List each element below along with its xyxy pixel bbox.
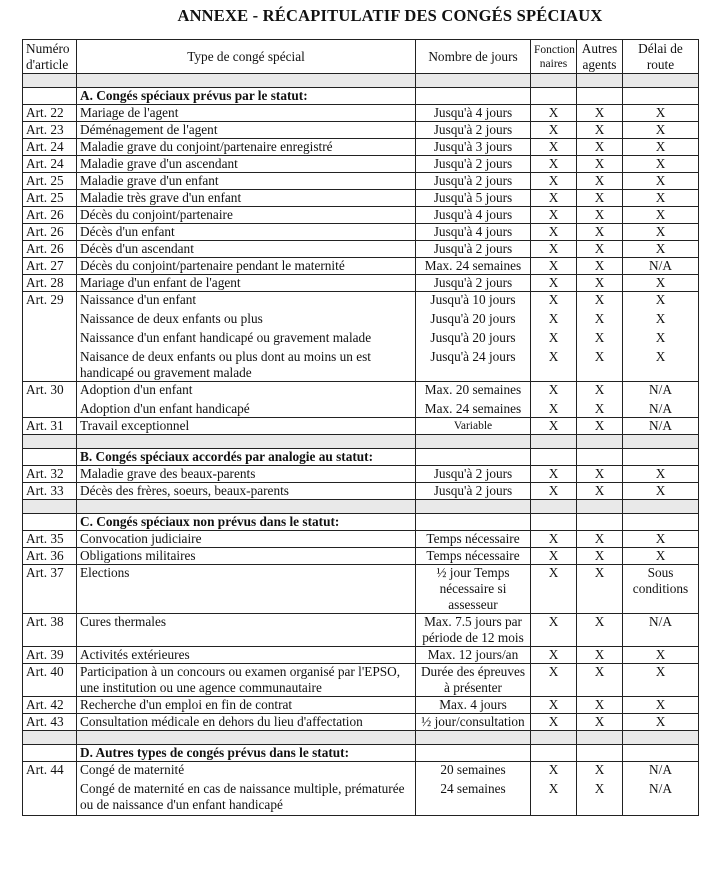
fonctionnaires-mark: X — [531, 483, 577, 500]
fonctionnaires-mark: X — [531, 122, 577, 139]
spacer-cell — [531, 74, 577, 88]
page-title: ANNEXE - RÉCAPITULATIF DES CONGÉS SPÉCIAUX — [177, 6, 603, 25]
agents-mark: X — [577, 173, 623, 190]
delai-mark: X — [623, 548, 699, 565]
section-spacer — [23, 500, 699, 514]
agents-mark: X — [577, 466, 623, 483]
article-cell: Art. 26 — [23, 207, 77, 224]
fonctionnaires-mark: X — [531, 207, 577, 224]
delai-mark: N/A — [623, 258, 699, 275]
agents-mark: X — [577, 156, 623, 173]
type-cell: Consultation médicale en dehors du lieu d'affectation — [77, 714, 416, 731]
table-row — [23, 531, 699, 548]
fonctionnaires-mark: X — [531, 697, 577, 714]
article-cell: Art. 25 — [23, 173, 77, 190]
jours-cell: Max. 7.5 jours par période de 12 mois — [416, 614, 531, 647]
agents-mark: X — [577, 614, 623, 647]
delai-mark: N/A — [623, 418, 699, 435]
fonctionnaires-mark: X — [531, 531, 577, 548]
article-cell: Art. 26 — [23, 241, 77, 258]
spacer-cell — [416, 731, 531, 745]
section-cell — [531, 88, 577, 105]
spacer-cell — [577, 74, 623, 88]
fonctionnaires-mark: X — [531, 327, 577, 346]
jours-cell: Jusqu'à 2 jours — [416, 122, 531, 139]
type-cell: Adoption d'un enfant — [77, 382, 416, 399]
type-cell: Mariage de l'agent — [77, 105, 416, 122]
type-cell: Déménagement de l'agent — [77, 122, 416, 139]
spacer-cell — [23, 731, 77, 745]
article-cell: Art. 28 — [23, 275, 77, 292]
type-cell: Décès du conjoint/partenaire pendant le maternité — [77, 258, 416, 275]
section-cell — [531, 745, 577, 762]
table-row — [23, 714, 699, 731]
spacer-cell — [23, 500, 77, 514]
spacer-cell — [531, 500, 577, 514]
section-cell — [416, 88, 531, 105]
spacer-cell — [416, 500, 531, 514]
article-cell — [23, 308, 77, 327]
type-cell: Travail exceptionnel — [77, 418, 416, 435]
spacer-cell — [77, 731, 416, 745]
conges-table — [22, 39, 699, 816]
spacer-cell — [77, 74, 416, 88]
table-row — [23, 139, 699, 156]
section-cell — [623, 745, 699, 762]
fonctionnaires-mark: X — [531, 190, 577, 207]
type-cell: Congé de maternité en cas de naissance multiple, prématurée ou de naissance d'un enfant handicapé — [77, 778, 416, 816]
table-row — [23, 156, 699, 173]
delai-mark: X — [623, 241, 699, 258]
article-cell: Art. 29 — [23, 292, 77, 309]
article-cell — [23, 778, 77, 816]
table-row — [23, 346, 699, 382]
jours-cell: Jusqu'à 2 jours — [416, 466, 531, 483]
jours-cell: Max. 24 semaines — [416, 258, 531, 275]
table-row — [23, 327, 699, 346]
type-cell: Adoption d'un enfant handicapé — [77, 398, 416, 418]
type-cell: Naissance d'un enfant — [77, 292, 416, 309]
spacer-cell — [77, 500, 416, 514]
fonctionnaires-mark: X — [531, 565, 577, 614]
delai-mark: X — [623, 647, 699, 664]
section-cell — [416, 449, 531, 466]
section-cell — [416, 745, 531, 762]
type-cell: Convocation judiciaire — [77, 531, 416, 548]
article-cell: Art. 26 — [23, 224, 77, 241]
jours-cell: 24 semaines — [416, 778, 531, 816]
spacer-cell — [623, 500, 699, 514]
delai-mark: X — [623, 292, 699, 309]
jours-cell: Jusqu'à 2 jours — [416, 275, 531, 292]
agents-mark: X — [577, 122, 623, 139]
jours-cell: Jusqu'à 2 jours — [416, 483, 531, 500]
section-header — [23, 449, 699, 466]
spacer-cell — [623, 731, 699, 745]
fonctionnaires-mark: X — [531, 173, 577, 190]
type-cell: Décès d'un enfant — [77, 224, 416, 241]
fonctionnaires-mark: X — [531, 778, 577, 816]
delai-mark: N/A — [623, 614, 699, 647]
type-cell: Elections — [77, 565, 416, 614]
agents-mark: X — [577, 346, 623, 382]
fonctionnaires-mark: X — [531, 258, 577, 275]
section-cell — [577, 745, 623, 762]
section-cell — [623, 514, 699, 531]
type-cell: Congé de maternité — [77, 762, 416, 779]
type-cell: Cures thermales — [77, 614, 416, 647]
jours-cell: Max. 12 jours/an — [416, 647, 531, 664]
agents-mark: X — [577, 258, 623, 275]
type-cell: Participation à un concours ou examen organisé par l'EPSO, une institution ou une agence communautaire — [77, 664, 416, 697]
table-row — [23, 241, 699, 258]
delai-mark: X — [623, 207, 699, 224]
table-row — [23, 483, 699, 500]
fonctionnaires-mark: X — [531, 382, 577, 399]
article-cell: Art. 42 — [23, 697, 77, 714]
section-header — [23, 88, 699, 105]
table-row — [23, 466, 699, 483]
table-row — [23, 664, 699, 697]
table-row — [23, 647, 699, 664]
fonctionnaires-mark: X — [531, 466, 577, 483]
article-cell: Art. 33 — [23, 483, 77, 500]
jours-cell: ½ jour/consultation — [416, 714, 531, 731]
type-cell: Naissance de deux enfants ou plus — [77, 308, 416, 327]
delai-mark: X — [623, 483, 699, 500]
article-cell: Art. 30 — [23, 382, 77, 399]
table-row — [23, 762, 699, 779]
article-cell: Art. 36 — [23, 548, 77, 565]
spacer-cell — [416, 435, 531, 449]
article-cell — [23, 398, 77, 418]
jours-cell: Jusqu'à 3 jours — [416, 139, 531, 156]
table-row — [23, 122, 699, 139]
article-cell: Art. 23 — [23, 122, 77, 139]
section-title: B. Congés spéciaux accordés par analogie au statut: — [77, 449, 416, 466]
table-row — [23, 418, 699, 435]
type-cell: Maladie grave du conjoint/partenaire enregistré — [77, 139, 416, 156]
article-cell: Art. 25 — [23, 190, 77, 207]
table-row — [23, 275, 699, 292]
delai-mark: N/A — [623, 382, 699, 399]
agents-mark: X — [577, 697, 623, 714]
jours-cell: Max. 4 jours — [416, 697, 531, 714]
agents-mark: X — [577, 565, 623, 614]
table-row — [23, 258, 699, 275]
delai-mark: X — [623, 190, 699, 207]
agents-mark: X — [577, 548, 623, 565]
agents-mark: X — [577, 778, 623, 816]
table-row — [23, 308, 699, 327]
jours-cell: Jusqu'à 20 jours — [416, 327, 531, 346]
jours-cell: Jusqu'à 2 jours — [416, 173, 531, 190]
section-cell — [577, 514, 623, 531]
delai-mark: X — [623, 308, 699, 327]
table-row — [23, 697, 699, 714]
jours-cell: Jusqu'à 2 jours — [416, 241, 531, 258]
agents-mark: X — [577, 382, 623, 399]
fonctionnaires-mark: X — [531, 398, 577, 418]
article-cell: Art. 39 — [23, 647, 77, 664]
delai-mark: N/A — [623, 762, 699, 779]
jours-cell: Temps nécessaire — [416, 531, 531, 548]
agents-mark: X — [577, 647, 623, 664]
type-cell: Mariage d'un enfant de l'agent — [77, 275, 416, 292]
section-cell — [531, 449, 577, 466]
jours-cell: Jusqu'à 24 jours — [416, 346, 531, 382]
header-article: Numéro d'article — [23, 40, 77, 74]
type-cell: Naissance d'un enfant handicapé ou gravement malade — [77, 327, 416, 346]
type-cell: Naisance de deux enfants ou plus dont au moins un est handicapé ou gravement malade — [77, 346, 416, 382]
spacer-cell — [623, 74, 699, 88]
agents-mark: X — [577, 207, 623, 224]
section-article-cell — [23, 514, 77, 531]
type-cell: Décès du conjoint/partenaire — [77, 207, 416, 224]
section-cell — [577, 88, 623, 105]
section-header — [23, 514, 699, 531]
article-cell: Art. 44 — [23, 762, 77, 779]
delai-mark: X — [623, 224, 699, 241]
spacer-cell — [77, 435, 416, 449]
jours-cell: Jusqu'à 10 jours — [416, 292, 531, 309]
table-row — [23, 382, 699, 399]
section-cell — [623, 88, 699, 105]
section-spacer — [23, 435, 699, 449]
section-spacer — [23, 731, 699, 745]
agents-mark: X — [577, 483, 623, 500]
article-cell: Art. 37 — [23, 565, 77, 614]
jours-cell: Jusqu'à 4 jours — [416, 105, 531, 122]
spacer-cell — [577, 435, 623, 449]
table-row — [23, 565, 699, 614]
table-row — [23, 548, 699, 565]
section-title: C. Congés spéciaux non prévus dans le statut: — [77, 514, 416, 531]
section-article-cell — [23, 449, 77, 466]
table-row — [23, 173, 699, 190]
section-header — [23, 745, 699, 762]
section-cell — [416, 514, 531, 531]
spacer-cell — [577, 731, 623, 745]
delai-mark: X — [623, 105, 699, 122]
spacer-cell — [23, 435, 77, 449]
delai-mark: X — [623, 531, 699, 548]
fonctionnaires-mark: X — [531, 346, 577, 382]
agents-mark: X — [577, 714, 623, 731]
fonctionnaires-mark: X — [531, 614, 577, 647]
table-body — [23, 74, 699, 816]
article-cell: Art. 24 — [23, 156, 77, 173]
spacer-cell — [23, 74, 77, 88]
jours-cell: Jusqu'à 5 jours — [416, 190, 531, 207]
type-cell: Recherche d'un emploi en fin de contrat — [77, 697, 416, 714]
fonctionnaires-mark: X — [531, 139, 577, 156]
type-cell: Maladie très grave d'un enfant — [77, 190, 416, 207]
delai-mark: X — [623, 173, 699, 190]
agents-mark: X — [577, 292, 623, 309]
article-cell: Art. 24 — [23, 139, 77, 156]
agents-mark: X — [577, 105, 623, 122]
delai-mark: X — [623, 664, 699, 697]
fonctionnaires-mark: X — [531, 664, 577, 697]
table-row — [23, 105, 699, 122]
table-row — [23, 190, 699, 207]
fonctionnaires-mark: X — [531, 292, 577, 309]
agents-mark: X — [577, 275, 623, 292]
article-cell: Art. 40 — [23, 664, 77, 697]
fonctionnaires-mark: X — [531, 308, 577, 327]
agents-mark: X — [577, 664, 623, 697]
fonctionnaires-mark: X — [531, 762, 577, 779]
article-cell: Art. 38 — [23, 614, 77, 647]
spacer-cell — [531, 435, 577, 449]
table-row — [23, 614, 699, 647]
delai-mark: X — [623, 697, 699, 714]
type-cell: Obligations militaires — [77, 548, 416, 565]
fonctionnaires-mark: X — [531, 418, 577, 435]
type-cell: Décès d'un ascendant — [77, 241, 416, 258]
section-title: A. Congés spéciaux prévus par le statut: — [77, 88, 416, 105]
agents-mark: X — [577, 327, 623, 346]
article-cell — [23, 327, 77, 346]
spacer-cell — [577, 500, 623, 514]
section-article-cell — [23, 745, 77, 762]
delai-mark: X — [623, 156, 699, 173]
section-cell — [531, 514, 577, 531]
delai-mark: X — [623, 346, 699, 382]
fonctionnaires-mark: X — [531, 156, 577, 173]
article-cell — [23, 346, 77, 382]
delai-mark: N/A — [623, 778, 699, 816]
delai-mark: X — [623, 139, 699, 156]
jours-cell: Durée des épreuves à présenter — [416, 664, 531, 697]
table-row — [23, 224, 699, 241]
delai-mark: X — [623, 122, 699, 139]
agents-mark: X — [577, 190, 623, 207]
table-row — [23, 292, 699, 309]
table-row — [23, 398, 699, 418]
agents-mark: X — [577, 224, 623, 241]
jours-cell: Jusqu'à 2 jours — [416, 156, 531, 173]
section-cell — [577, 449, 623, 466]
type-cell: Maladie grave des beaux-parents — [77, 466, 416, 483]
type-cell: Activités extérieures — [77, 647, 416, 664]
header-jours: Nombre de jours — [416, 40, 531, 74]
article-cell: Art. 31 — [23, 418, 77, 435]
fonctionnaires-mark: X — [531, 224, 577, 241]
jours-cell: Max. 24 semaines — [416, 398, 531, 418]
jours-cell: Jusqu'à 4 jours — [416, 224, 531, 241]
article-cell: Art. 35 — [23, 531, 77, 548]
table-row — [23, 207, 699, 224]
agents-mark: X — [577, 762, 623, 779]
header-agents: Autres agents — [577, 40, 623, 74]
spacer-cell — [416, 74, 531, 88]
agents-mark: X — [577, 398, 623, 418]
type-cell: Décès des frères, soeurs, beaux-parents — [77, 483, 416, 500]
section-title: D. Autres types de congés prévus dans le statut: — [77, 745, 416, 762]
section-spacer — [23, 74, 699, 88]
spacer-cell — [623, 435, 699, 449]
fonctionnaires-mark: X — [531, 241, 577, 258]
fonctionnaires-mark: X — [531, 548, 577, 565]
jours-cell: Jusqu'à 20 jours — [416, 308, 531, 327]
fonctionnaires-mark: X — [531, 105, 577, 122]
jours-cell: Jusqu'à 4 jours — [416, 207, 531, 224]
agents-mark: X — [577, 308, 623, 327]
fonctionnaires-mark: X — [531, 647, 577, 664]
delai-mark: X — [623, 714, 699, 731]
delai-mark: X — [623, 275, 699, 292]
type-cell: Maladie grave d'un enfant — [77, 173, 416, 190]
header-delai: Délai de route — [623, 40, 699, 74]
agents-mark: X — [577, 139, 623, 156]
fonctionnaires-mark: X — [531, 275, 577, 292]
delai-mark: Sous conditions — [623, 565, 699, 614]
section-article-cell — [23, 88, 77, 105]
delai-mark: N/A — [623, 398, 699, 418]
delai-mark: X — [623, 466, 699, 483]
delai-mark: X — [623, 327, 699, 346]
agents-mark: X — [577, 531, 623, 548]
article-cell: Art. 43 — [23, 714, 77, 731]
jours-cell: Variable — [416, 418, 531, 435]
jours-cell: ½ jour Temps nécessaire si assesseur — [416, 565, 531, 614]
article-cell: Art. 32 — [23, 466, 77, 483]
spacer-cell — [531, 731, 577, 745]
agents-mark: X — [577, 418, 623, 435]
type-cell: Maladie grave d'un ascendant — [77, 156, 416, 173]
section-cell — [623, 449, 699, 466]
table-row — [23, 778, 699, 816]
agents-mark: X — [577, 241, 623, 258]
jours-cell: Temps nécessaire — [416, 548, 531, 565]
jours-cell: Max. 20 semaines — [416, 382, 531, 399]
fonctionnaires-mark: X — [531, 714, 577, 731]
header-type: Type de congé spécial — [77, 40, 416, 74]
header-fonctionnaires: Fonction naires — [531, 40, 577, 74]
article-cell: Art. 27 — [23, 258, 77, 275]
jours-cell: 20 semaines — [416, 762, 531, 779]
article-cell: Art. 22 — [23, 105, 77, 122]
